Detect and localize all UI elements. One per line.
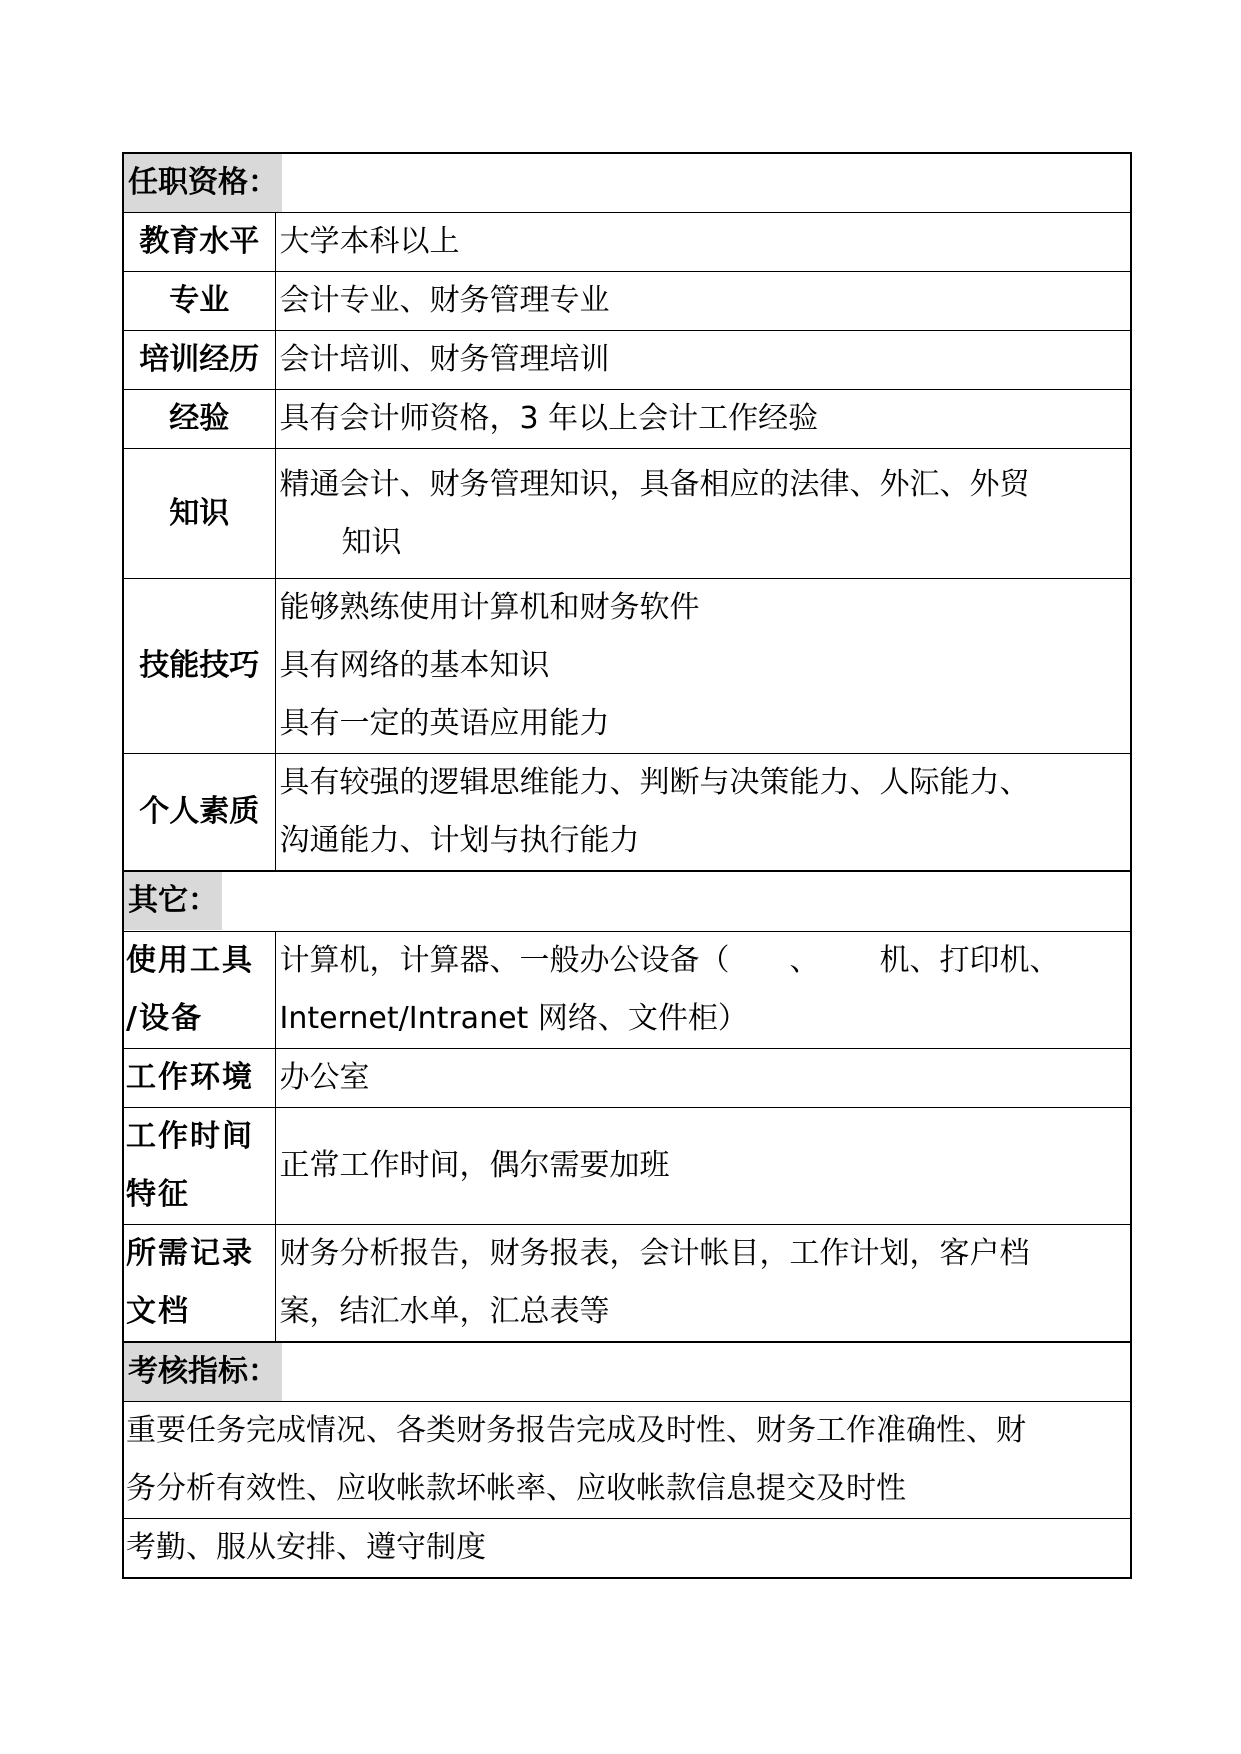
value-training [275,331,1131,390]
section-header-kpi [123,1342,1131,1402]
row-tools [123,931,1131,1048]
text-segment: 、 [789,942,820,978]
section-header-qualifications [123,153,1131,213]
row-knowledge [123,449,1131,579]
section-title-qualifications: 任职资格： [124,154,282,212]
label-major: 专业 [123,272,275,331]
label-records [123,1224,275,1342]
row-skills [123,579,1131,754]
row-kpi-1 [123,1402,1131,1519]
row-personal-quality [123,754,1131,872]
text-segment: 计算机，计算器、一般办公设备（ [279,942,730,978]
value-line: 具有会计师资格，3 年以上会计工作经验 [279,401,819,436]
value-tools [275,931,1131,1048]
row-training [123,331,1131,390]
value-line: 知识 [341,524,402,560]
value-line: 具有一定的英语应用能力 [279,706,610,741]
kpi-item-1 [123,1402,1131,1519]
label-line: 工作时间 [126,1118,254,1154]
section-header-other [123,871,1131,931]
label-knowledge: 知识 [123,449,275,579]
value-experience [275,390,1131,449]
value-environment: 办公室 [275,1048,1131,1107]
value-line: 沟通能力、计划与执行能力 [279,823,640,858]
label-tools [123,931,275,1048]
label-work-time [123,1107,275,1224]
value-line: 大学本科以上 [279,224,460,259]
value-line [280,932,1127,990]
row-environment [123,1048,1131,1107]
label-line: 特征 [126,1176,190,1212]
value-line: 精通会计、财务管理知识，具备相应的法律、外汇、外贸 [279,466,1030,502]
value-education [275,213,1131,272]
row-major [123,272,1131,331]
text-segment: 机、打印机、 [879,942,1060,978]
row-experience [123,390,1131,449]
value-line: 会计培训、财务管理培训 [279,342,610,377]
label-experience: 经验 [123,390,275,449]
section-title-kpi: 考核指标： [124,1343,282,1401]
value-line: 具有网络的基本知识 [279,648,550,683]
job-description-table [122,152,1132,1579]
value-work-time: 正常工作时间，偶尔需要加班 [275,1107,1131,1224]
value-records [275,1224,1131,1342]
row-work-time [123,1107,1131,1224]
value-personal-quality [275,754,1131,872]
value-skills [275,579,1131,754]
value-line: 案，结汇水单，汇总表等 [279,1293,610,1329]
label-personal-quality: 个人素质 [123,754,275,872]
row-education [123,213,1131,272]
label-training: 培训经历 [123,331,275,390]
value-major [275,272,1131,331]
value-line: 能够熟练使用计算机和财务软件 [279,590,700,625]
section-title-other: 其它： [124,872,222,930]
row-records [123,1224,1131,1342]
value-line: 具有较强的逻辑思维能力、判断与决策能力、人际能力、 [279,765,1030,800]
label-education: 教育水平 [123,213,275,272]
label-line: 所需记录 [126,1235,254,1271]
label-line: /设备 [126,1000,203,1036]
kpi-line: 务分析有效性、应收帐款坏帐率、应收帐款信息提交及时性 [126,1471,906,1506]
label-line: 文档 [126,1293,190,1329]
job-description-document [122,152,1130,1579]
value-knowledge [275,449,1131,579]
label-skills: 技能技巧 [123,579,275,754]
kpi-item-2: 考勤、服从安排、遵守制度 [123,1519,1131,1579]
value-line: Internet/Intranet 网络、文件柜） [279,1000,748,1036]
label-environment: 工作环境 [123,1048,275,1107]
value-line: 财务分析报告，财务报表，会计帐目，工作计划，客户档 [279,1235,1030,1271]
value-line: 会计专业、财务管理专业 [279,283,610,318]
row-kpi-2 [123,1519,1131,1579]
label-line: 使用工具 [126,942,254,978]
kpi-line: 重要任务完成情况、各类财务报告完成及时性、财务工作准确性、财 [126,1413,1026,1448]
